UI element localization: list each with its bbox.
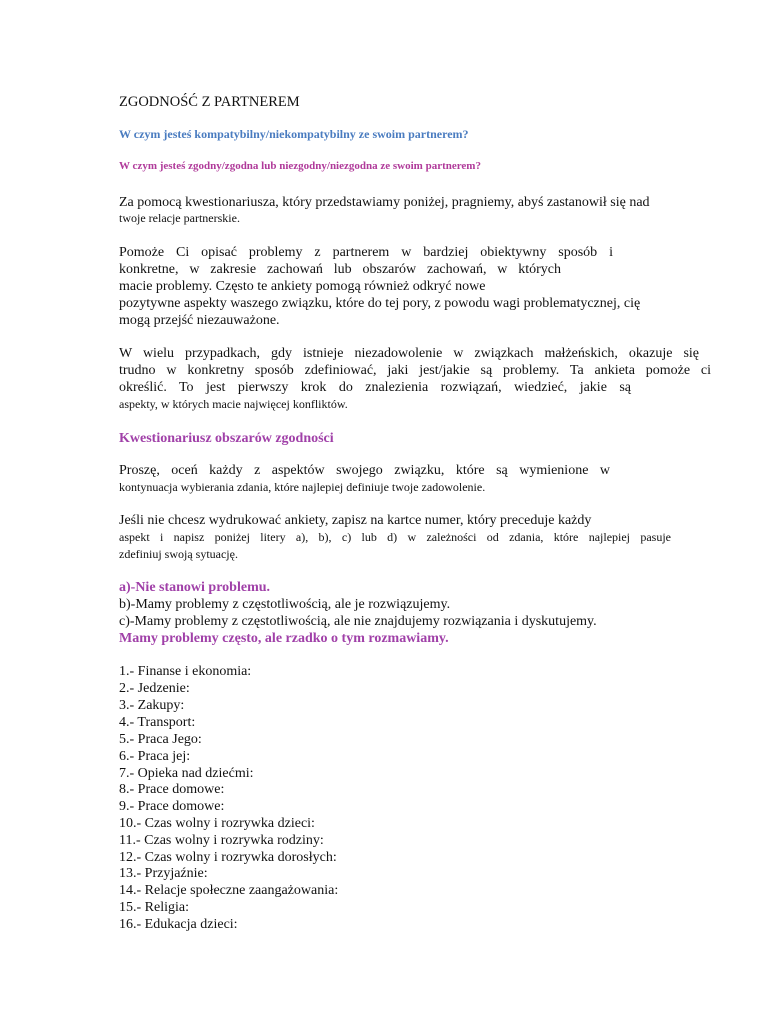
paragraph-line: określić. To jest pierwszy krok do znalezienia rozwiązań, wiedzieć, jakie są bbox=[119, 380, 631, 395]
list-item: 10.- Czas wolny i rozrywka dzieci: bbox=[119, 816, 315, 831]
instruction-line: Jeśli nie chcesz wydrukować ankiety, zapisz na kartce numer, który preceduje każdy bbox=[119, 513, 592, 528]
subtitle-agreement: W czym jesteś zgodny/zgodna lub niezgodny/niezgodna ze swoim partnerem? bbox=[119, 160, 481, 172]
list-item: 4.- Transport: bbox=[119, 715, 196, 730]
subtitle-compatibility: W czym jesteś kompatybilny/niekompatybilny ze swoim partnerem? bbox=[119, 127, 469, 141]
list-item: 5.- Praca Jego: bbox=[119, 732, 202, 747]
list-item: 9.- Prace domowe: bbox=[119, 799, 225, 814]
paragraph-line: twoje relacje partnerskie. bbox=[119, 211, 240, 225]
list-item: 14.- Relacje społeczne zaangażowania: bbox=[119, 883, 339, 898]
paragraph-line: Pomoże Ci opisać problemy z partnerem w bardziej obiektywny sposób i bbox=[119, 245, 613, 260]
list-item: 12.- Czas wolny i rozrywka dorosłych: bbox=[119, 850, 337, 865]
list-item: 2.- Jedzenie: bbox=[119, 681, 190, 696]
paragraph-line: Za pomocą kwestionariusza, który przedstawiamy poniżej, pragniemy, abyś zastanowił się nad bbox=[119, 195, 650, 210]
paragraph-line: konkretne, w zakresie zachowań lub obszarów zachowań, w których bbox=[119, 262, 561, 277]
list-item: 1.- Finanse i ekonomia: bbox=[119, 664, 252, 679]
list-item: 3.- Zakupy: bbox=[119, 698, 185, 713]
option-b: b)-Mamy problemy z częstotliwością, ale je rozwiązujemy. bbox=[119, 597, 451, 612]
list-item: 6.- Praca jej: bbox=[119, 749, 191, 764]
list-item: 8.- Prace domowe: bbox=[119, 782, 225, 797]
list-item: 11.- Czas wolny i rozrywka rodziny: bbox=[119, 833, 324, 848]
option-d: Mamy problemy często, ale rzadko o tym rozmawiamy. bbox=[119, 631, 449, 646]
list-item: 16.- Edukacja dzieci: bbox=[119, 917, 238, 932]
option-c: c)-Mamy problemy z częstotliwością, ale nie znajdujemy rozwiązania i dyskutujemy. bbox=[119, 614, 597, 629]
paragraph-line: W wielu przypadkach, gdy istnieje niezadowolenie w związkach małżeńskich, okazuje się bbox=[119, 346, 699, 361]
instruction-line: Proszę, oceń każdy z aspektów swojego związku, które są wymienione w bbox=[119, 463, 610, 478]
section-heading: Kwestionariusz obszarów zgodności bbox=[119, 431, 334, 446]
list-item: 15.- Religia: bbox=[119, 900, 189, 915]
paragraph-line: macie problemy. Często te ankiety pomogą również odkryć nowe bbox=[119, 279, 486, 294]
paragraph-line: trudno w konkretny sposób zdefiniować, jaki jest/jakie są problemy. Ta ankieta pomoże ci bbox=[119, 363, 711, 378]
paragraph-line: mogą przejść niezauważone. bbox=[119, 313, 280, 328]
instruction-line: kontynuacja wybierania zdania, które najlepiej definiuje twoje zadowolenie. bbox=[119, 480, 486, 494]
instruction-line: aspekt i napisz poniżej litery a), b), c) lub d) w zależności od zdania, które najlepiej pasuje bbox=[119, 530, 671, 544]
instruction-line: zdefiniuj swoją sytuację. bbox=[119, 547, 238, 561]
list-item: 13.- Przyjaźnie: bbox=[119, 866, 208, 881]
paragraph-line: aspekty, w których macie najwięcej konfliktów. bbox=[119, 397, 348, 411]
option-a: a)-Nie stanowi problemu. bbox=[119, 580, 271, 595]
paragraph-line: pozytywne aspekty waszego związku, które do tej pory, z powodu wagi problematycznej, cię bbox=[119, 296, 641, 311]
page-title: ZGODNOŚĆ Z PARTNEREM bbox=[119, 94, 300, 110]
list-item: 7.- Opieka nad dziećmi: bbox=[119, 766, 254, 781]
